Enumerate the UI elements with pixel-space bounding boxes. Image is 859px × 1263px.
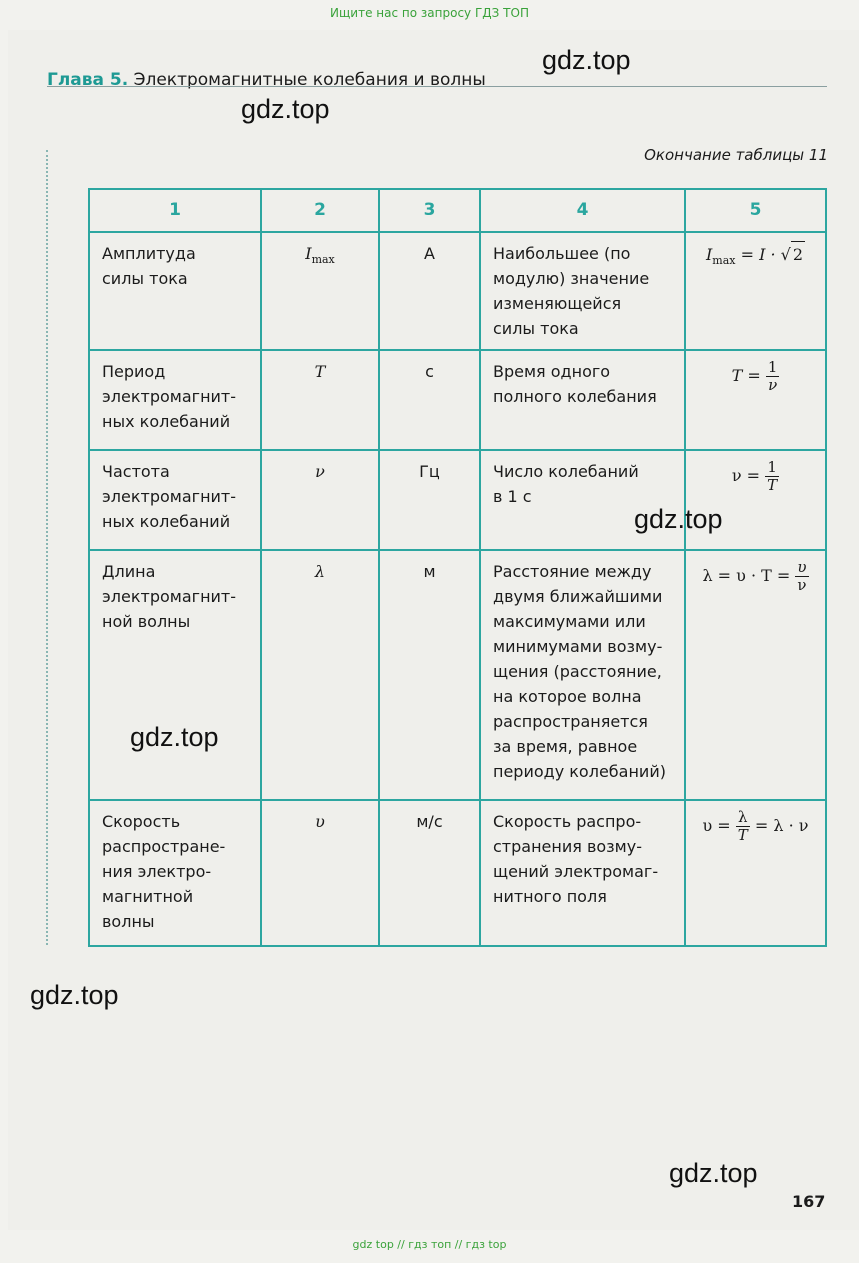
quantity-symbol: $I_{max}$ xyxy=(261,232,379,350)
table-row xyxy=(89,350,826,450)
quantity-name: Скорость распростране- ния электро- магнитной волны xyxy=(89,800,261,946)
quantity-formula: ν = $\frac{1}{T}$ xyxy=(685,450,826,550)
column-header: 1 xyxy=(89,189,261,232)
quantity-name: Частота электромагнит- ных колебаний xyxy=(89,450,261,550)
table-header-row xyxy=(89,189,826,232)
watermark: gdz.top xyxy=(634,504,723,534)
quantity-definition: Расстояние между двумя ближайшими максимумами или минимумами возму- щения (расстояние, на которое волна распространяется за время, равное периоду колебаний) xyxy=(480,550,685,800)
quantity-symbol: υ xyxy=(261,800,379,946)
margin-dotted-line xyxy=(46,150,48,945)
top-banner: Ищите нас по запросу ГДЗ ТОП xyxy=(330,6,529,20)
watermark: gdz.top xyxy=(669,1158,758,1188)
watermark: gdz.top xyxy=(542,45,631,75)
table-caption: Окончание таблицы 11 xyxy=(644,146,828,164)
quantity-unit: м xyxy=(379,550,480,800)
quantity-definition: Число колебаний в 1 с xyxy=(480,450,685,550)
table-row xyxy=(89,232,826,350)
quantity-unit: м/с xyxy=(379,800,480,946)
physics-table xyxy=(88,188,827,947)
quantity-symbol: λ xyxy=(261,550,379,800)
quantity-name: Амплитуда силы тока xyxy=(89,232,261,350)
quantity-formula: T = $\frac{1}{\nu}$ xyxy=(685,350,826,450)
chapter-title: Электромагнитные колебания и волны xyxy=(133,70,486,90)
watermark: gdz.top xyxy=(30,980,119,1010)
quantity-unit: Гц xyxy=(379,450,480,550)
quantity-unit: А xyxy=(379,232,480,350)
table-row xyxy=(89,550,826,800)
bottom-banner: gdz top // гдз топ // гдз top xyxy=(352,1238,507,1251)
quantity-formula: $I_{max} = I$ · √ 2 xyxy=(685,232,826,350)
quantity-definition: Время одного полного колебания xyxy=(480,350,685,450)
quantity-definition: Скорость распро- странения возму- щений электромаг- нитного поля xyxy=(480,800,685,946)
quantity-name: Период электромагнит- ных колебаний xyxy=(89,350,261,450)
quantity-formula: υ = $\frac{\lambda}{T}$ = λ · ν xyxy=(685,800,826,946)
watermark: gdz.top xyxy=(241,94,330,124)
column-header: 5 xyxy=(685,189,826,232)
quantity-symbol: T xyxy=(261,350,379,450)
chapter-header xyxy=(47,70,486,90)
quantity-unit: с xyxy=(379,350,480,450)
watermark: gdz.top xyxy=(130,722,219,752)
quantity-name: Длина электромагнит- ной волны xyxy=(89,550,261,800)
column-header: 2 xyxy=(261,189,379,232)
chapter-label: Глава 5. xyxy=(47,70,129,90)
table-row xyxy=(89,450,826,550)
table-row xyxy=(89,800,826,946)
quantity-symbol: ν xyxy=(261,450,379,550)
column-header: 4 xyxy=(480,189,685,232)
quantity-definition: Наибольшее (по модулю) значение изменяющейся силы тока xyxy=(480,232,685,350)
page-number: 167 xyxy=(792,1192,826,1211)
header-divider xyxy=(47,86,827,87)
column-header: 3 xyxy=(379,189,480,232)
quantity-formula: λ = υ · T = $\frac{\upsilon}{\nu}$ xyxy=(685,550,826,800)
